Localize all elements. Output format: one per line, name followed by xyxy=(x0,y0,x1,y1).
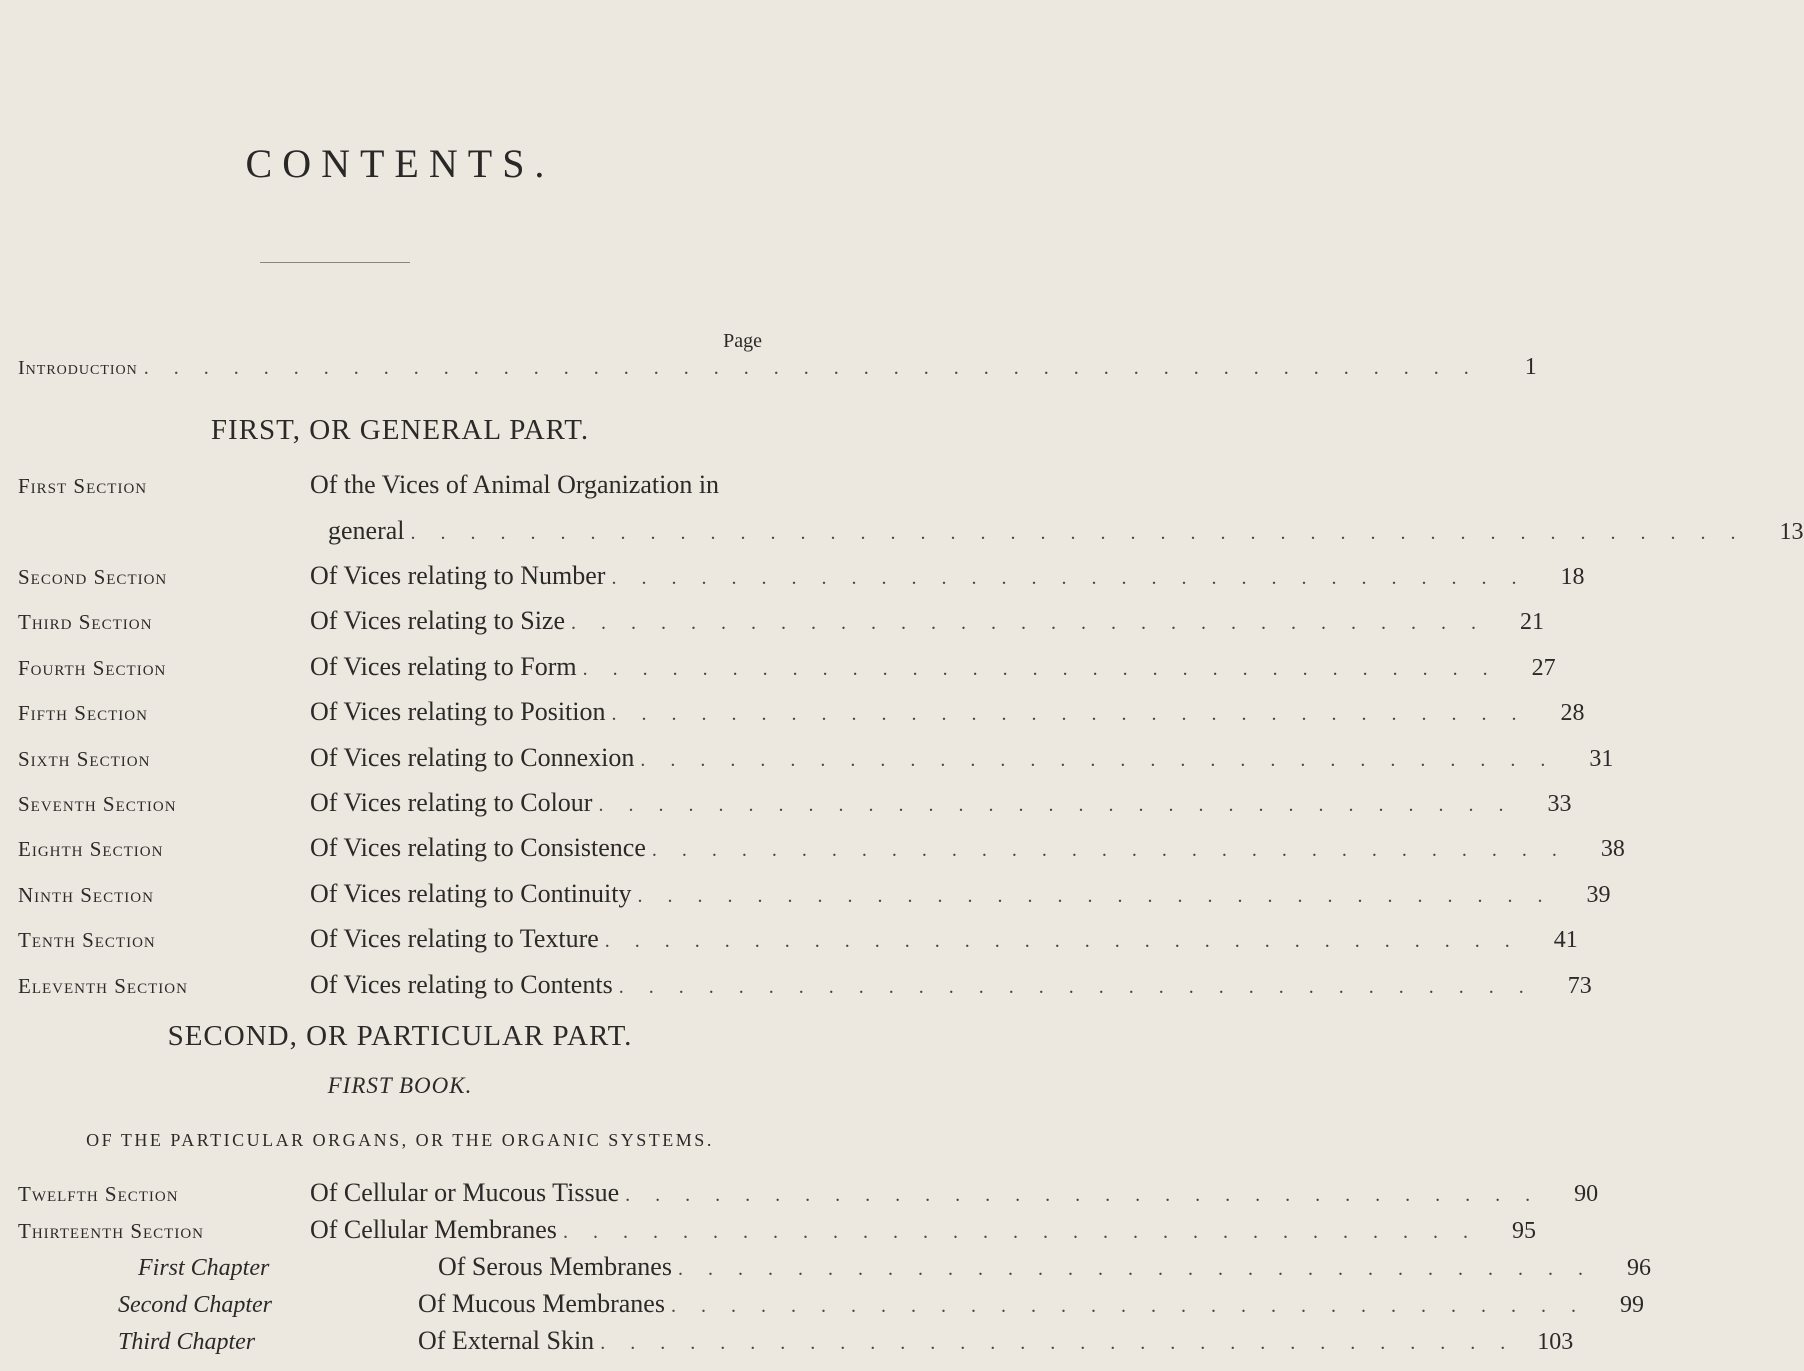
toc-entry xyxy=(18,1289,1644,1321)
entry-section: Eighth Section xyxy=(18,837,164,862)
toc-entry xyxy=(18,561,1585,593)
entry-label: Introduction xyxy=(18,357,138,379)
entry-title: Of Vices relating to Position xyxy=(310,697,606,727)
toc-entry xyxy=(18,606,1544,638)
entry-page: 96 xyxy=(1626,1255,1651,1281)
entry-section: Fifth Section xyxy=(18,701,148,726)
entry-title: Of Vices relating to Consistence xyxy=(310,833,646,863)
entry-title: Of Cellular or Mucous Tissue xyxy=(310,1178,620,1207)
entry-title: Of Vices relating to Continuity xyxy=(310,878,632,908)
entry-title: Of Vices relating to Connexion xyxy=(310,742,635,772)
toc-entry xyxy=(18,788,1572,820)
toc-entry-introduction xyxy=(18,354,1537,386)
part2-subheading: OF THE PARTICULAR ORGANS, OR THE ORGANIC SYSTEMS. xyxy=(86,1130,714,1150)
entry-page: 13 xyxy=(1779,519,1804,545)
toc-entry xyxy=(18,924,1578,956)
dot-leader: . . . . . . . . . . . . . . . . . . . . . . . . . . . . . . . xyxy=(640,748,1556,771)
entry-page: 1 xyxy=(1524,354,1537,380)
dot-leader: . . . . . . . . . . . . . . . . . . . . . . . . . . . . . . . xyxy=(677,1258,1593,1280)
entry-page: 73 xyxy=(1567,972,1592,999)
dot-leader: . . . . . . . . . . . . . . . . . . . . . . . . . . . . . . . xyxy=(651,839,1567,862)
dot-leader: . . . . . . . . . . . . . . . . . . . . . . . . . . . . . . . xyxy=(670,1295,1586,1317)
entry-title: Of Vices relating to Number xyxy=(310,561,606,590)
entry-page: 18 xyxy=(1560,564,1585,590)
entry-title: Of Serous Membranes xyxy=(438,1252,672,1281)
entry-title: Of Vices relating to Contents xyxy=(310,969,613,999)
dot-leader: . . . . . . . . . . . . . . . . . . . . . . . . . . . . . . . xyxy=(582,657,1498,680)
entry-section: Thirteenth Section xyxy=(18,1219,204,1243)
toc-entry xyxy=(18,742,1614,775)
entry-page: 21 xyxy=(1520,609,1544,636)
entry-page: 95 xyxy=(1511,1218,1536,1244)
entry-title: Of Vices relating to Colour xyxy=(310,788,593,817)
entry-section: Eleventh Section xyxy=(18,973,188,998)
entry-section: Sixth Section xyxy=(18,746,151,771)
dot-leader: . . . . . . . . . . . . . . . . . . . . . . . . . . . . . . . xyxy=(600,1332,1516,1354)
entry-page: 103 xyxy=(1537,1329,1574,1355)
entry-title: Of Cellular Membranes xyxy=(310,1215,557,1244)
part1-heading: FIRST, OR GENERAL PART. xyxy=(210,414,590,446)
toc-entry xyxy=(18,1215,1536,1247)
toc-entry xyxy=(18,1252,1651,1284)
entry-title: Of External Skin xyxy=(418,1326,595,1355)
part2-book: FIRST BOOK. xyxy=(327,1073,473,1098)
entry-title-cont: general xyxy=(328,516,405,545)
dot-leader: . . . . . . . . . . . . . . . . . . . . . . . . . . . . . . . xyxy=(611,567,1527,589)
part2-heading: SECOND, OR PARTICULAR PART. xyxy=(167,1020,633,1052)
entry-section: First Chapter xyxy=(138,1255,270,1281)
dot-leader: . . . . . . . . . . . . . . . . . . . . . . . . . . . . . . . xyxy=(611,703,1527,726)
entry-section: Fourth Section xyxy=(18,655,167,680)
dot-leader: . . . . . . . . . . . . . . . . . . . . . . . . . . . . . . . xyxy=(571,612,1486,635)
title-rule xyxy=(260,262,410,263)
entry-section: Second Chapter xyxy=(118,1292,272,1318)
dot-leader: . . . . . . . . . . . . . . . . . . . . . . . . . . . . . . . xyxy=(637,884,1553,907)
dot-leader: . . . . . . . . . . . . . . . . . . . . . . . . . . . . . . . xyxy=(618,975,1534,998)
entry-page: 31 xyxy=(1589,745,1614,772)
entry-title: Of Mucous Membranes xyxy=(418,1289,665,1318)
entry-section: Seventh Section xyxy=(18,792,177,816)
entry-page: 28 xyxy=(1560,700,1585,727)
dot-leader: . . . . . . . . . . . . . . . . . . . . . . . . . . . . . . . xyxy=(604,930,1520,953)
toc-entry xyxy=(18,969,1592,1002)
page-title: CONTENTS. xyxy=(245,141,555,186)
entry-section: Tenth Section xyxy=(18,928,156,953)
toc-entry xyxy=(18,833,1625,865)
toc-entry xyxy=(18,1326,1574,1358)
dot-leader: . . . . . . . . . . . . . . . . . . . . . . . . . . . . . . . xyxy=(562,1221,1478,1243)
entry-page: 99 xyxy=(1619,1292,1644,1318)
entry-section: Twelfth Section xyxy=(18,1182,179,1206)
toc-entry xyxy=(18,651,1556,684)
entry-title: Of Vices relating to Form xyxy=(310,651,577,681)
entry-section: First Section xyxy=(18,474,148,498)
entry-page: 27 xyxy=(1531,654,1556,681)
entry-page: 38 xyxy=(1600,836,1625,863)
dot-leader: . . . . . . . . . . . . . . . . . . . . . . . . . . . . . . . . . . . . . . . . . . . . . xyxy=(143,357,1479,379)
entry-page: 41 xyxy=(1553,927,1578,954)
dot-leader: . . . . . . . . . . . . . . . . . . . . . . . . . . . . . . . xyxy=(598,794,1514,816)
entry-title: Of Vices relating to Texture xyxy=(310,924,599,954)
toc-entry-first-section-cont xyxy=(18,516,1804,548)
entry-page: 90 xyxy=(1574,1181,1599,1207)
entry-section: Ninth Section xyxy=(18,882,154,907)
entry-section: Third Chapter xyxy=(118,1329,256,1355)
toc-entry xyxy=(18,697,1585,729)
entry-section: Second Section xyxy=(18,565,168,589)
entry-title: Of the Vices of Animal Organization in xyxy=(310,470,720,499)
toc-entry xyxy=(18,878,1611,911)
toc-entry xyxy=(18,1178,1599,1210)
entry-page: 33 xyxy=(1547,791,1572,817)
entry-title: Of Vices relating to Size xyxy=(310,606,565,636)
dot-leader: . . . . . . . . . . . . . . . . . . . . . . . . . . . . . . . xyxy=(625,1184,1541,1206)
entry-page: 39 xyxy=(1586,881,1611,908)
entry-section: Third Section xyxy=(18,610,153,635)
toc-entry-first-section xyxy=(18,470,762,502)
page-column-label: Page xyxy=(723,330,762,352)
dot-leader: . . . . . . . . . . . . . . . . . . . . . . . . . . . . . . . . . . . . . . . . . . . . . xyxy=(410,522,1746,544)
